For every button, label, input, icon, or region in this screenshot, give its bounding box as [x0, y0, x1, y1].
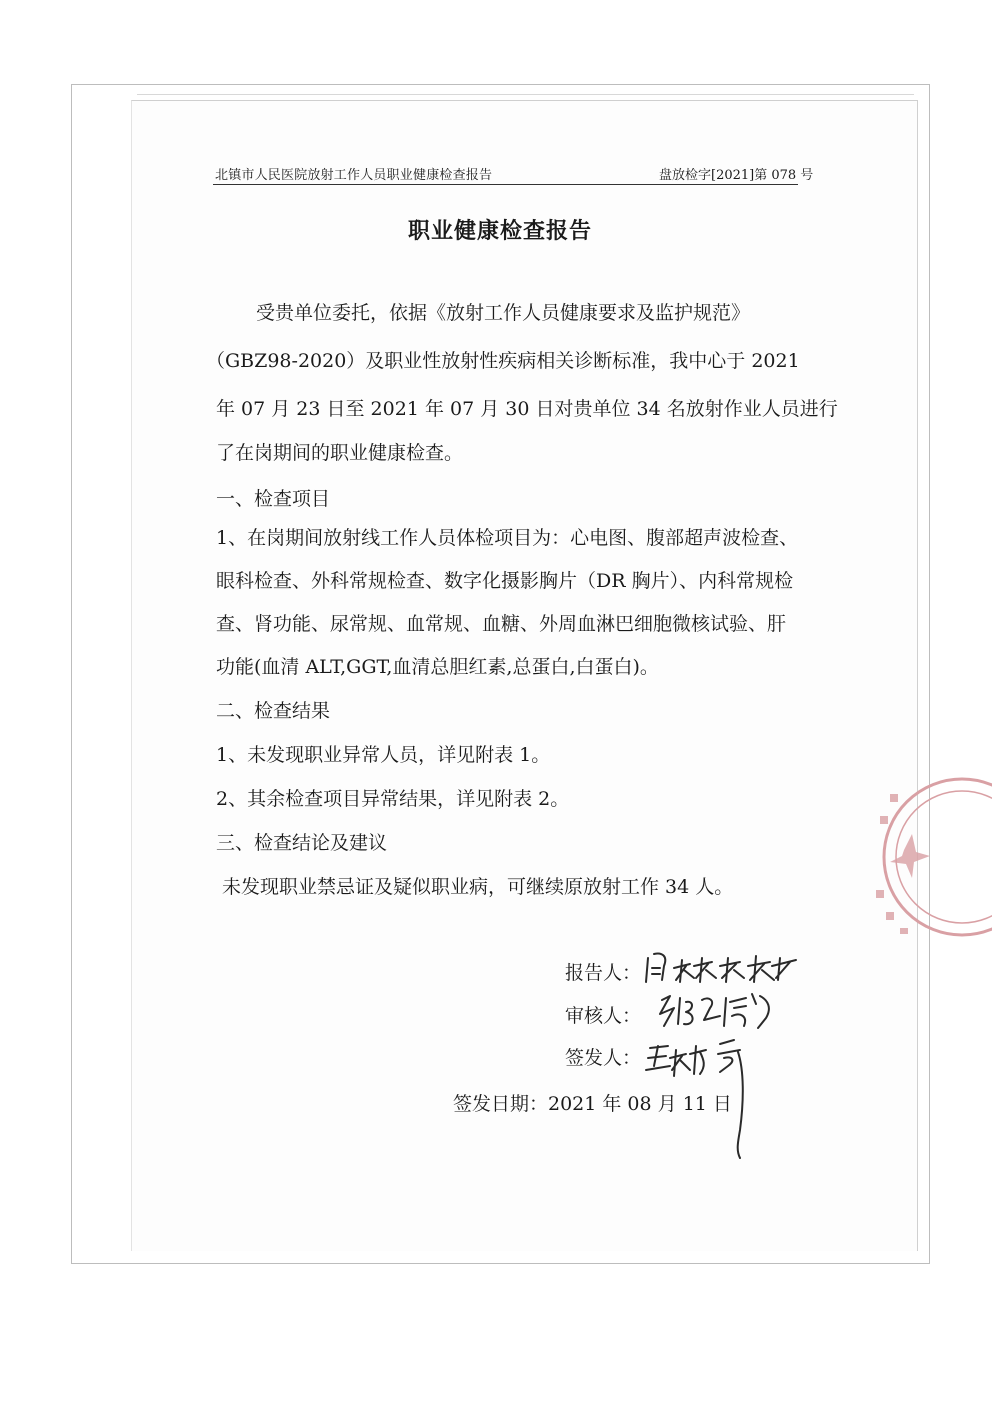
issue-date: 签发日期：2021 年 08 月 11 日 [453, 1093, 732, 1115]
official-stamp [842, 772, 992, 942]
section1-line-1: 1、在岗期间放射线工作人员体检项目为：心电图、腹部超声波检查、 [216, 527, 799, 549]
section3-text: 未发现职业禁忌证及疑似职业病，可继续原放射工作 34 人。 [222, 876, 734, 898]
reporter-label: 报告人： [565, 962, 642, 984]
reporter-signature [640, 948, 810, 988]
issuer-signature [640, 1030, 780, 1170]
sheet-edge [137, 94, 914, 97]
section2-item-2: 2、其余检查项目异常结果，详见附表 2。 [216, 788, 570, 810]
issuer-label: 签发人： [565, 1047, 642, 1069]
intro-line-1: 受贵单位委托，依据《放射工作人员健康要求及监护规范》 [256, 302, 751, 324]
section1-line-3: 查、肾功能、尿常规、血常规、血糖、外周血淋巴细胞微核试验、肝 [216, 613, 787, 635]
section1-heading: 一、检查项目 [216, 488, 331, 510]
intro-line-4: 了在岗期间的职业健康检查。 [216, 442, 464, 464]
section2-item-1: 1、未发现职业异常人员，详见附表 1。 [216, 744, 551, 766]
section1-line-2: 眼科检查、外科常规检查、数字化摄影胸片（DR 胸片）、内科常规检 [216, 570, 794, 592]
section2-heading: 二、检查结果 [216, 700, 331, 722]
header-report-number: 盘放检字[2021]第 078 号 [659, 168, 814, 183]
section3-heading: 三、检查结论及建议 [216, 832, 388, 854]
header-org-title: 北镇市人民医院放射工作人员职业健康检查报告 [215, 168, 493, 183]
page-title: 职业健康检查报告 [407, 218, 592, 244]
reviewer-label: 审核人： [565, 1005, 642, 1027]
header-rule [213, 184, 798, 185]
reviewer-signature [650, 986, 790, 1036]
intro-line-2: （GBZ98-2020）及职业性放射性疾病相关诊断标准，我中心于 2021 [206, 350, 800, 372]
intro-line-3: 年 07 月 23 日至 2021 年 07 月 30 日对贵单位 34 名放射作业人员进行 [216, 398, 838, 420]
section1-line-4: 功能(血清 ALT,GGT,血清总胆红素,总蛋白,白蛋白)。 [216, 656, 659, 678]
